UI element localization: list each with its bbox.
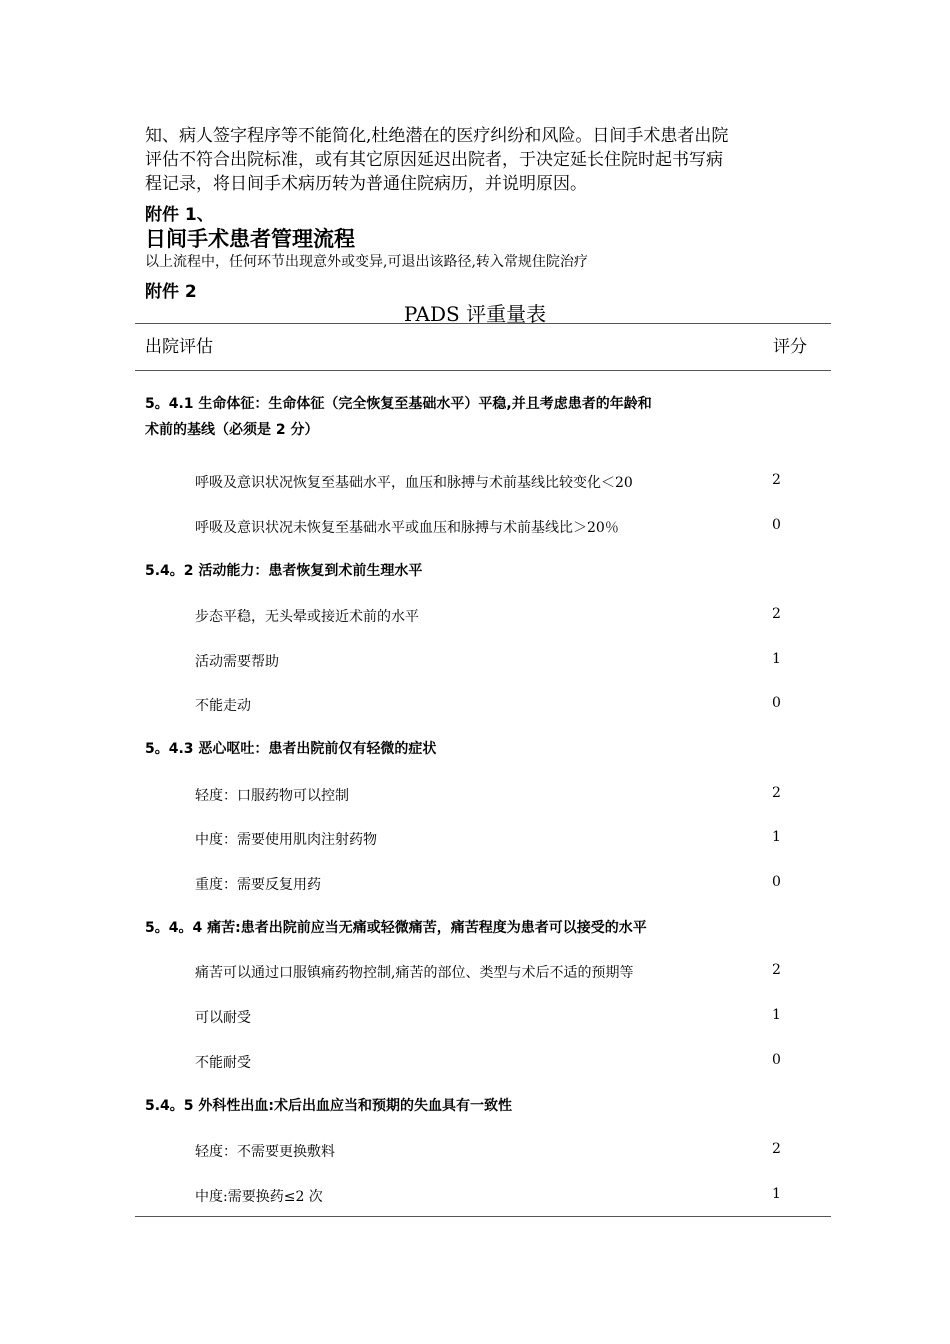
flow-note: 以上流程中，任何环节出现意外或变异,可退出该路径,转入常规住院治疗 xyxy=(145,254,588,270)
section-heading-line: 5。4.1 生命体征：生命体征（完全恢复至基础水平）平稳,并且考虑患者的年龄和 xyxy=(145,396,652,412)
criterion-score: 2 xyxy=(772,962,781,978)
section-heading xyxy=(145,736,436,762)
table-title: PADS 评重量表 xyxy=(403,302,547,326)
criterion-item: 轻度：口服药物可以控制 xyxy=(195,788,349,804)
criterion-score: 1 xyxy=(772,829,781,845)
header-eval: 出院评估 xyxy=(145,337,213,357)
intro-paragraph xyxy=(145,124,815,196)
section-heading-line: 5.4。5 外科性出血:术后出血应当和预期的失血具有一致性 xyxy=(145,1098,513,1114)
section-heading xyxy=(145,558,422,584)
section-heading-line: 5。4。4 痛苦:患者出院前应当无痛或轻微痛苦，痛苦程度为患者可以接受的水平 xyxy=(145,920,647,936)
header-score: 评分 xyxy=(773,337,807,357)
criterion-score: 2 xyxy=(772,472,781,488)
criterion-score: 2 xyxy=(772,785,781,801)
table-bottom-rule xyxy=(135,1216,831,1217)
annex1-label: 附件 1、 xyxy=(145,205,214,225)
criterion-item: 中度：需要使用肌肉注射药物 xyxy=(195,832,377,848)
criterion-item: 可以耐受 xyxy=(195,1010,251,1026)
criterion-item: 呼吸及意识状况恢复至基础水平，血压和脉搏与术前基线比较变化＜20 xyxy=(195,475,633,491)
criterion-item: 不能走动 xyxy=(195,698,251,714)
annex2-label: 附件 2 xyxy=(145,282,197,302)
criterion-item: 呼吸及意识状况未恢复至基础水平或血压和脉搏与术前基线比＞20％ xyxy=(195,520,619,536)
criterion-item: 步态平稳，无头晕或接近术前的水平 xyxy=(195,609,419,625)
criterion-score: 0 xyxy=(772,695,781,711)
criterion-score: 1 xyxy=(772,1007,781,1023)
criterion-score: 0 xyxy=(772,874,781,890)
intro-line: 评估不符合出院标准，或有其它原因延迟出院者，于决定延长住院时起书写病 xyxy=(145,150,723,170)
section-heading xyxy=(145,915,647,941)
section-heading xyxy=(145,391,652,443)
criterion-item: 不能耐受 xyxy=(195,1055,251,1071)
section-heading-line: 5.4。2 活动能力：患者恢复到术前生理水平 xyxy=(145,563,423,579)
criterion-score: 0 xyxy=(772,1052,781,1068)
intro-line: 程记录，将日间手术病历转为普通住院病历，并说明原因。 xyxy=(145,174,587,194)
criterion-item: 重度：需要反复用药 xyxy=(195,877,321,893)
section-heading-line: 5。4.3 恶心呕吐：患者出院前仅有轻微的症状 xyxy=(145,741,437,757)
criterion-item: 活动需要帮助 xyxy=(195,654,279,670)
table-top-rule xyxy=(135,323,831,324)
criterion-score: 1 xyxy=(772,1186,781,1202)
criterion-item: 痛苦可以通过口服镇痛药物控制,痛苦的部位、类型与术后不适的预期等 xyxy=(195,965,634,981)
section-heading-line: 术前的基线（必须是 2 分） xyxy=(145,422,319,438)
criterion-item: 轻度：不需要更换敷料 xyxy=(195,1144,335,1160)
criterion-score: 0 xyxy=(772,517,781,533)
criterion-score: 2 xyxy=(772,606,781,622)
criterion-score: 2 xyxy=(772,1141,781,1157)
table-header-rule xyxy=(135,370,831,371)
section-heading xyxy=(145,1093,512,1119)
criterion-score: 1 xyxy=(772,651,781,667)
intro-line: 知、病人签字程序等不能简化,杜绝潜在的医疗纠纷和风险。日间手术患者出院 xyxy=(145,126,729,146)
flow-title: 日间手术患者管理流程 xyxy=(145,227,355,251)
criterion-item: 中度:需要换药≤2 次 xyxy=(195,1189,323,1205)
